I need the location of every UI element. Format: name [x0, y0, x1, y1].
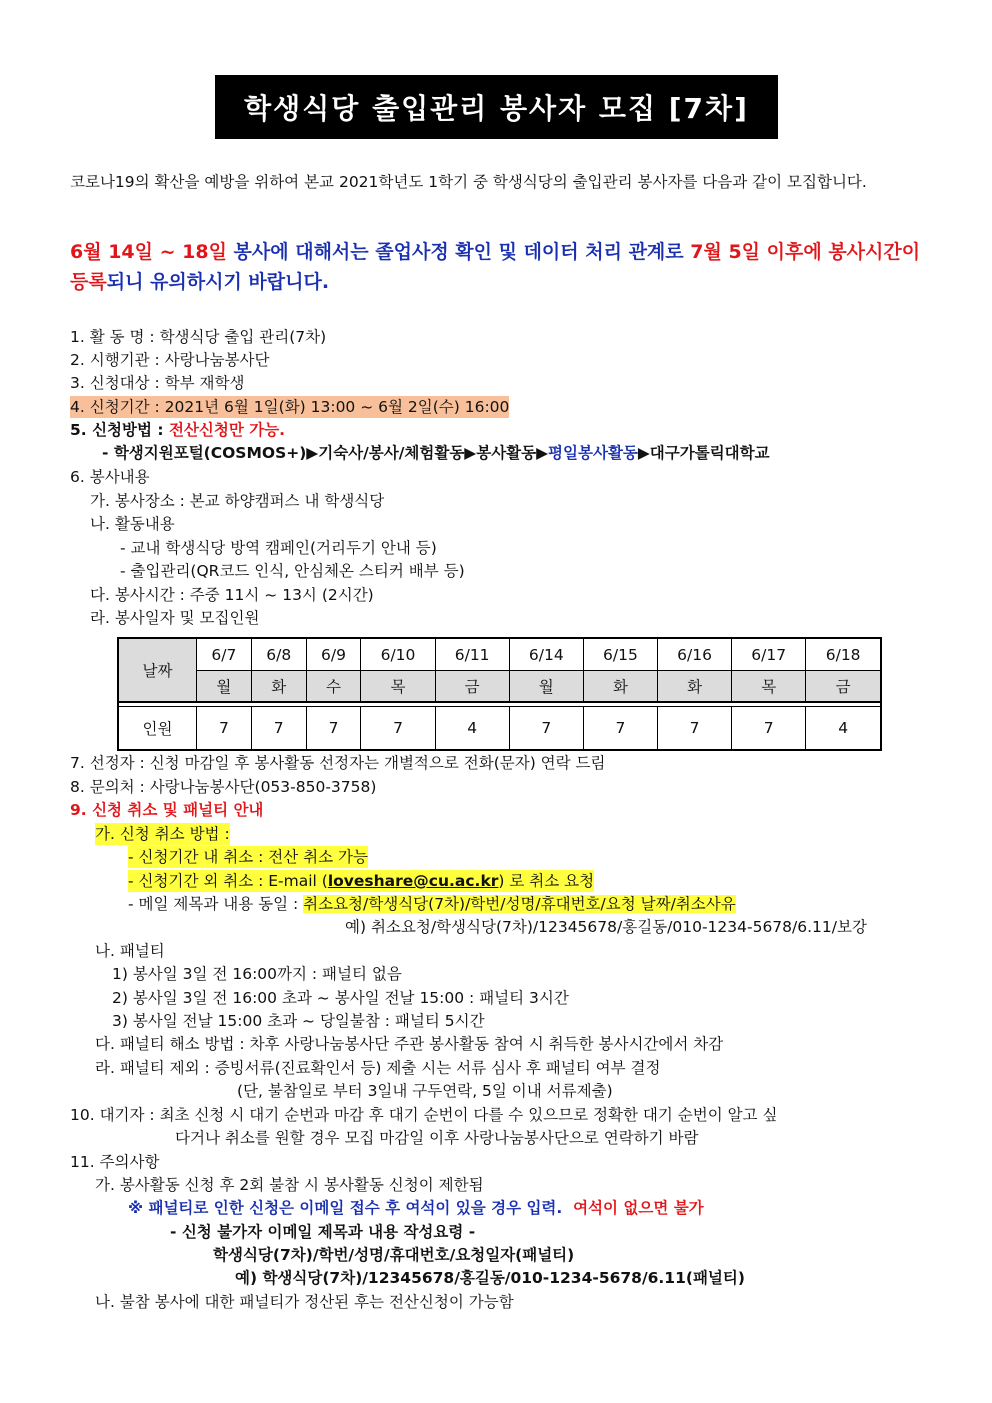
- caution-format: 학생식당(7차)/학번/성명/휴대번호/요청일자(패널티): [213, 1246, 575, 1264]
- day-cell: 월: [509, 671, 583, 703]
- notice-body: 봉사에 대해서는 졸업사정 확인 및 데이터 처리 관계로: [226, 241, 691, 263]
- count-cell: 7: [583, 707, 657, 751]
- penalty-1: 1) 봉사일 3일 전 16:00까지 : 패널티 없음: [112, 965, 402, 983]
- item-content-place: 가. 봉사장소 : 본교 하양캠퍼스 내 학생식당: [90, 492, 385, 510]
- date-cell: 6/15: [583, 638, 657, 671]
- count-cell: 4: [806, 707, 881, 751]
- date-cell: 6/7: [197, 638, 252, 671]
- day-cell: 금: [435, 671, 509, 703]
- item-content-activity-1: - 교내 학생식당 방역 캠페인(거리두기 안내 등): [120, 539, 437, 557]
- date-cell: 6/18: [806, 638, 881, 671]
- cancel-within-period: - 신청기간 내 취소 : 전산 취소 가능: [128, 848, 368, 866]
- item-period: 4. 신청기간 : 2021년 6월 1일(화) 13:00 ~ 6월 2일(수) 16:00: [70, 398, 510, 416]
- count-header: 인원: [118, 707, 197, 751]
- day-cell: 화: [251, 671, 306, 703]
- caution-a: 가. 봉사활동 신청 후 2회 불참 시 봉사활동 신청이 제한됨: [95, 1176, 484, 1194]
- item-content: 6. 봉사내용: [70, 468, 150, 486]
- portal-path-a: - 학생지원포털(COSMOS+)▶기숙사/봉사/체험활동▶봉사활동▶: [102, 444, 549, 462]
- table-row: [118, 638, 881, 671]
- day-cell: 목: [732, 671, 806, 703]
- caution-b: 나. 불참 봉사에 대한 패널티가 정산된 후는 전산신청이 가능함: [95, 1293, 514, 1311]
- date-cell: 6/11: [435, 638, 509, 671]
- cancel-method: 가. 신청 취소 방법 :: [95, 825, 230, 843]
- item-caution: 11. 주의사항: [70, 1153, 160, 1171]
- item-content-schedule: 라. 봉사일자 및 모집인원: [90, 609, 260, 627]
- schedule-table: [117, 637, 882, 751]
- item-target: 3. 신청대상 : 학부 재학생: [70, 374, 245, 392]
- caution-note: [128, 1197, 704, 1219]
- caution-format-title: - 신청 불가자 이메일 제목과 내용 작성요령 -: [170, 1223, 476, 1241]
- caution-note-main: ※ 패널티로 인한 신청은 이메일 접수 후 여석이 있을 경우 입력.: [128, 1199, 563, 1217]
- cancel-outside-end: ) 로 취소 요청: [498, 872, 595, 890]
- date-cell: 6/9: [306, 638, 361, 671]
- item-contact: 8. 문의처 : 사랑나눔봉사단(053-850-3758): [70, 778, 377, 796]
- count-cell: 7: [658, 707, 732, 751]
- notice-dates: 6월 14일 ~ 18일: [70, 241, 227, 263]
- count-cell: 7: [306, 707, 361, 751]
- mail-format: [128, 893, 736, 915]
- caution-note-red: 여석이 없으면 불가: [573, 1199, 704, 1217]
- portal-path-c: ▶대구가톨릭대학교: [637, 444, 770, 462]
- date-cell: 6/10: [361, 638, 435, 671]
- item-content-activity: 나. 활동내용: [90, 515, 175, 533]
- day-cell: 화: [583, 671, 657, 703]
- table-row: [118, 671, 881, 703]
- penalty-2: 2) 봉사일 3일 전 16:00 초과 ~ 봉사일 전날 15:00 : 패널티 3시간: [112, 989, 569, 1007]
- mail-format-label: - 메일 제목과 내용 동일 :: [128, 895, 304, 913]
- page-title: 학생식당 출입관리 봉사자 모집 [7차]: [215, 75, 778, 139]
- count-cell: 4: [435, 707, 509, 751]
- item-content-time: 다. 봉사시간 : 주중 11시 ~ 13시 (2시간): [90, 586, 374, 604]
- cancel-outside-label: - 신청기간 외 취소 : E-mail (: [128, 872, 328, 890]
- cancel-outside-period: [128, 870, 594, 892]
- intro-text: 코로나19의 확산을 예방을 위하여 본교 2021학년도 1학기 중 학생식당의 출입관리 봉사자를 다음과 같이 모집합니다.: [70, 173, 867, 191]
- penalty-exempt-note: (단, 불참일로 부터 3일내 구두연락, 5일 이내 서류제출): [237, 1082, 613, 1100]
- item-content-activity-2: - 출입관리(QR코드 인식, 안심체온 스티커 배부 등): [120, 562, 465, 580]
- cancel-email-link[interactable]: loveshare@cu.ac.kr: [327, 872, 499, 890]
- penalty-3: 3) 봉사일 전날 15:00 초과 ~ 당일불참 : 패널티 5시간: [112, 1012, 485, 1030]
- item-waitlist-cont: 다거나 취소를 원할 경우 모집 마감일 이후 사랑나눔봉사단으로 연락하기 바람: [175, 1129, 699, 1147]
- item-waitlist: 10. 대기자 : 최초 신청 시 대기 순번과 마감 후 대기 순번이 다를 수 있으므로 정확한 대기 순번이 알고 싶: [70, 1106, 778, 1124]
- notice-text: [70, 237, 922, 297]
- item-organizer: 2. 시행기관 : 사랑나눔봉사단: [70, 351, 270, 369]
- day-cell: 화: [658, 671, 732, 703]
- table-row: [118, 707, 881, 751]
- item-method-value: 전산신청만 가능.: [168, 421, 286, 439]
- portal-path: [102, 442, 770, 464]
- date-cell: 6/16: [658, 638, 732, 671]
- penalty-heading: 나. 패널티: [95, 942, 165, 960]
- notice-registration: 7월 5일 이후에 봉사시간이 등록: [70, 241, 921, 293]
- penalty-resolve: 다. 패널티 해소 방법 : 차후 사랑나눔봉사단 주관 봉사활동 참여 시 취득한 봉사시간에서 차감: [95, 1035, 724, 1053]
- item-method-label: 5. 신청방법 :: [70, 421, 169, 439]
- day-cell: 수: [306, 671, 361, 703]
- notice-end: 되니 유의하시기 바랍니다.: [106, 271, 330, 293]
- count-cell: 7: [361, 707, 435, 751]
- count-cell: 7: [251, 707, 306, 751]
- mail-format-example: 예) 취소요청/학생식당(7차)/12345678/홍길동/010-1234-5678/6.11/보강: [345, 918, 867, 936]
- count-cell: 7: [197, 707, 252, 751]
- date-cell: 6/14: [509, 638, 583, 671]
- penalty-exempt: 라. 패널티 제외 : 증빙서류(진료확인서 등) 제출 시는 서류 심사 후 패널티 여부 결정: [95, 1059, 661, 1077]
- item-selection: 7. 선정자 : 신청 마감일 후 봉사활동 선정자는 개별적으로 전화(문자) 연락 드림: [70, 754, 606, 772]
- day-cell: 목: [361, 671, 435, 703]
- caution-format-example: 예) 학생식당(7차)/12345678/홍길동/010-1234-5678/6.11(패널티): [235, 1269, 745, 1287]
- date-cell: 6/17: [732, 638, 806, 671]
- item-method: [70, 419, 285, 441]
- day-cell: 금: [806, 671, 881, 703]
- date-cell: 6/8: [251, 638, 306, 671]
- count-cell: 7: [732, 707, 806, 751]
- item-activity-name: 1. 활 동 명 : 학생식당 출입 관리(7차): [70, 328, 327, 346]
- count-cell: 7: [509, 707, 583, 751]
- portal-path-b: 평일봉사활동: [548, 444, 638, 462]
- date-header: 날짜: [118, 638, 197, 702]
- day-cell: 월: [197, 671, 252, 703]
- item-cancel-heading: 9. 신청 취소 및 패널티 안내: [70, 801, 264, 819]
- mail-format-value: 취소요청/학생식당(7차)/학번/성명/휴대번호/요청 날짜/취소사유: [303, 895, 736, 913]
